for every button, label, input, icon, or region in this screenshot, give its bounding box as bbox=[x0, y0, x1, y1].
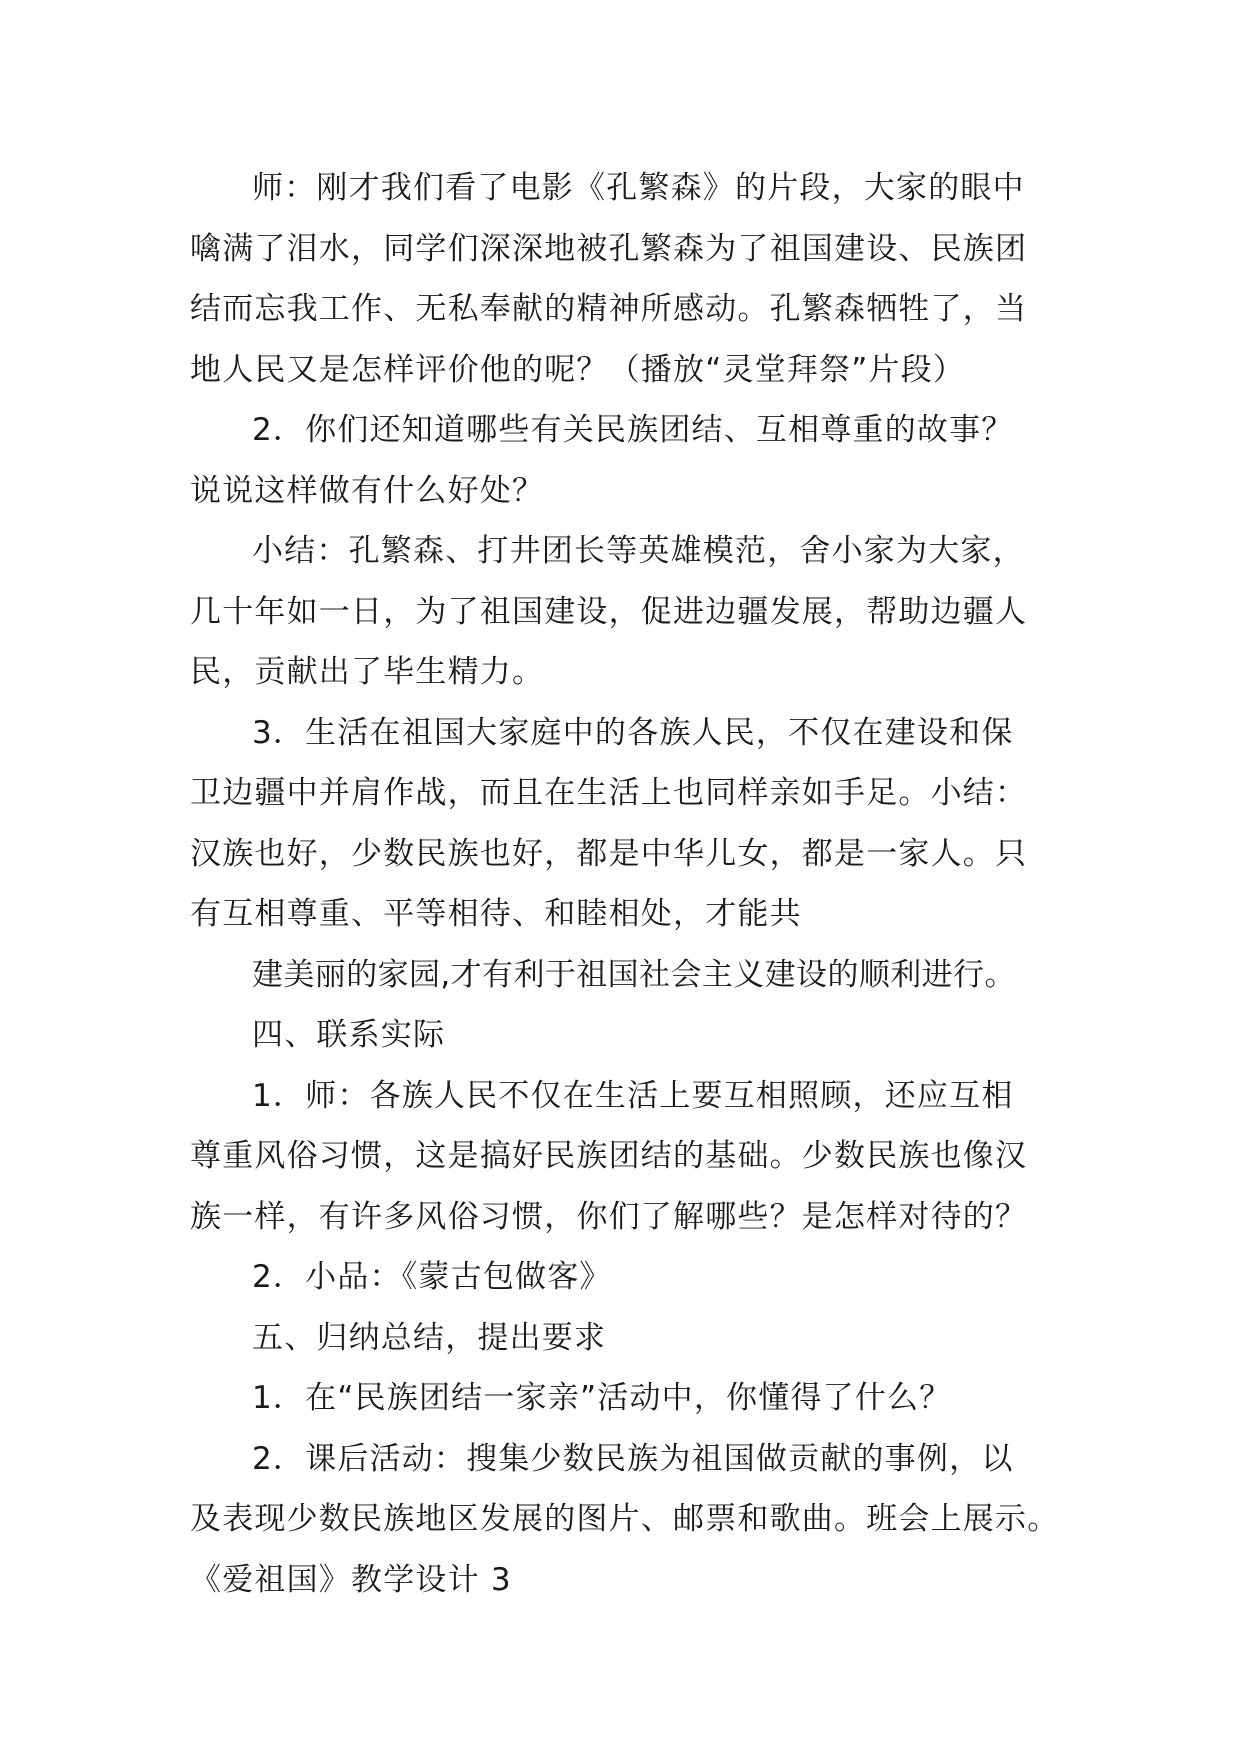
text-line: 小结：孔繁森、打井团长等英雄模范，舍小家为大家， bbox=[252, 533, 1025, 569]
text-line: 尊重风俗习惯，这是搞好民族团结的基础。少数民族也像汉 bbox=[190, 1138, 1028, 1174]
text-line: 1．在“民族团结一家亲”活动中，你懂得了什么？ bbox=[252, 1380, 952, 1416]
text-line: 2．小品：《蒙古包做客》 bbox=[252, 1259, 612, 1295]
section-heading: 四、联系实际 bbox=[252, 1017, 446, 1053]
text-body bbox=[190, 158, 1070, 1610]
text-line: 结而忘我工作、无私奉献的精神所感动。孔繁森牺牲了，当 bbox=[190, 291, 1028, 327]
text-line: 有互相尊重、平等相待、和睦相处，才能共 bbox=[190, 896, 802, 932]
text-line: 几十年如一日，为了祖国建设，促进边疆发展，帮助边疆人 bbox=[190, 593, 1028, 630]
text-line: 3．生活在祖国大家庭中的各族人民，不仅在建设和保 bbox=[252, 714, 1014, 751]
text-line: 地人民又是怎样评价他的呢？（播放“灵堂拜祭”片段） bbox=[190, 351, 966, 388]
text-line: 2．你们还知道哪些有关民族团结、互相尊重的故事？ bbox=[252, 412, 1014, 448]
text-line: 汉族也好，少数民族也好，都是中华儿女，都是一家人。只 bbox=[190, 835, 1028, 872]
text-line: 建美丽的家园,才有利于祖国社会主义建设的顺利进行。 bbox=[252, 956, 1016, 993]
text-line: 2．课后活动：搜集少数民族为祖国做贡献的事例，以 bbox=[252, 1440, 1014, 1477]
section-heading: 五、归纳总结，提出要求 bbox=[252, 1319, 607, 1356]
text-line: 卫边疆中并肩作战，而且在生活上也同样亲如手足。小结： bbox=[190, 775, 1028, 811]
document-title-line: 《爱祖国》教学设计 3 bbox=[190, 1561, 512, 1598]
text-line: 民，贡献出了毕生精力。 bbox=[190, 654, 545, 690]
text-line: 噙满了泪水，同学们深深地被孔繁森为了祖国建设、民族团 bbox=[190, 230, 1028, 267]
text-line: 1．师：各族人民不仅在生活上要互相照顾，还应互相 bbox=[252, 1077, 1014, 1114]
text-line: 说说这样做有什么好处？ bbox=[190, 472, 545, 509]
text-line: 师：刚才我们看了电影《孔繁森》的片段，大家的眼中 bbox=[252, 170, 1025, 206]
text-line: 族一样，有许多风俗习惯，你们了解哪些？是怎样对待的？ bbox=[190, 1198, 1028, 1235]
text-line: 及表现少数民族地区发展的图片、邮票和歌曲。班会上展示。 bbox=[190, 1501, 1060, 1537]
